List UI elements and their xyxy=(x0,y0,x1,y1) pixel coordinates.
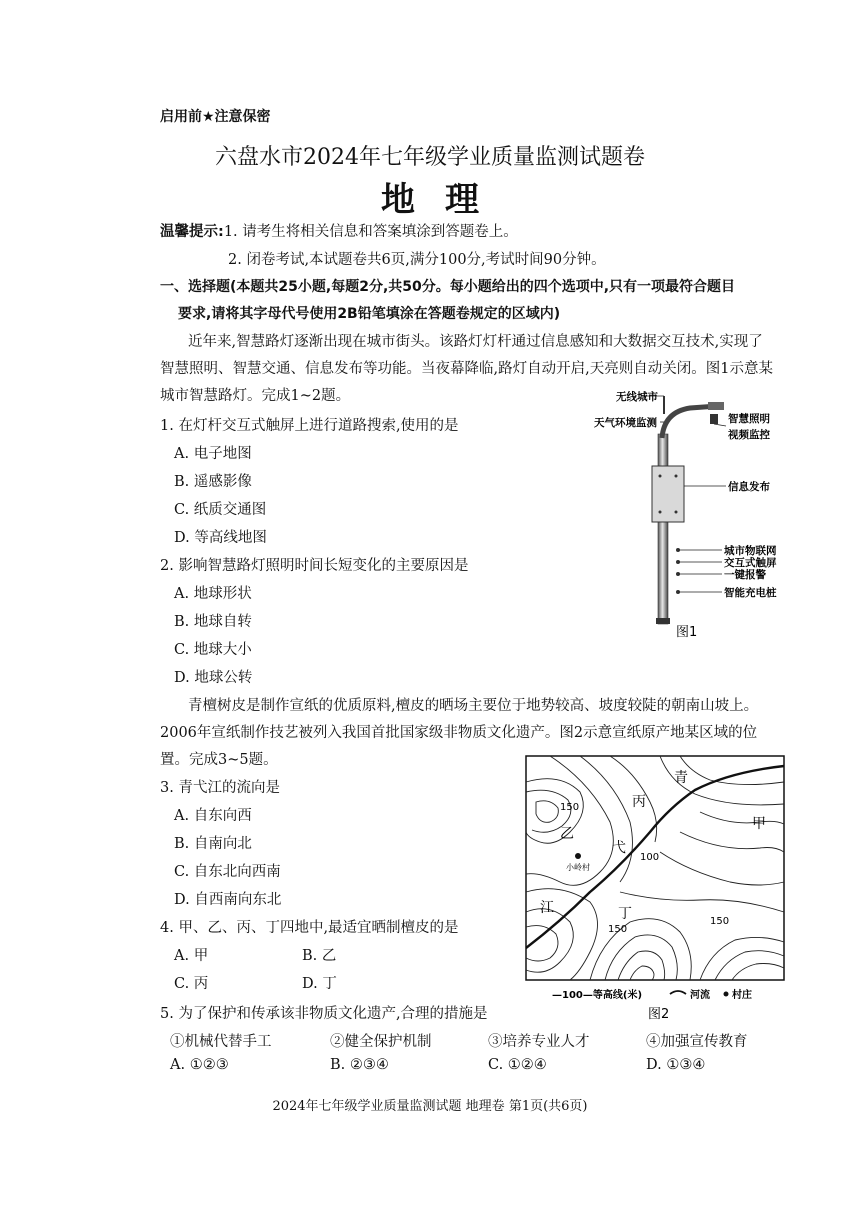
exam-title: 六盘水市2024年七年级学业质量监测试题卷 xyxy=(215,145,645,170)
lamp-head xyxy=(708,402,724,410)
q4-option-d: D. 丁 xyxy=(302,976,337,992)
passage2-line-2: 2006年宣纸制作技艺被列入我国首批国家级非物质文化遗产。图2示意宣纸原产地某区域的位 xyxy=(160,725,758,741)
q5-option-b: B. ②③④ xyxy=(330,1057,389,1073)
map-frame xyxy=(526,756,784,980)
q5-measure-1: ①机械代替手工 xyxy=(170,1034,272,1050)
figure2-caption: 图2 xyxy=(648,1007,670,1022)
q2-stem: 2. 影响智慧路灯照明时间长短变化的主要原因是 xyxy=(160,558,469,574)
q3-option-c: C. 自东北向西南 xyxy=(174,864,281,880)
q2-option-d: D. 地球公转 xyxy=(174,670,253,686)
q5-option-c: C. ①②④ xyxy=(488,1057,547,1073)
notice-label: 温馨提示: xyxy=(160,224,224,240)
notice-item-2: 2. 闭卷考试,本试题卷共6页,满分100分,考试时间90分钟。 xyxy=(228,252,606,268)
q5-measure-3: ③培养专业人才 xyxy=(488,1034,590,1050)
river-char-jiang: 江 xyxy=(540,900,554,916)
info-panel xyxy=(652,466,684,522)
passage2-line-1: 青檀树皮是制作宣纸的优质原料,檀皮的晒场主要位于地势较高、坡度较陡的朝南山坡上。 xyxy=(188,698,759,714)
label-charging-pile: 智能充电桩 xyxy=(724,587,777,599)
figure1-smart-streetlamp xyxy=(590,382,790,642)
passage1-line-2: 智慧照明、智慧交通、信息发布等功能。当夜幕降临,路灯自动开启,天亮则自动关闭。图1示意某 xyxy=(160,361,773,377)
q1-option-c: C. 纸质交通图 xyxy=(174,502,267,518)
q1-option-a: A. 电子地图 xyxy=(174,446,252,462)
figure1-caption: 图1 xyxy=(676,625,698,640)
passage2-line-3: 置。完成3~5题。 xyxy=(160,752,278,768)
label-video-surveillance: 视频监控 xyxy=(728,429,770,441)
q1-stem: 1. 在灯杆交互式触屏上进行道路搜索,使用的是 xyxy=(160,418,459,434)
place-yi: 乙 xyxy=(560,826,574,842)
q3-option-b: B. 自南向北 xyxy=(174,836,252,852)
legend-contour: —100—等高线(米) xyxy=(552,990,643,1001)
river-char-qing: 青 xyxy=(674,770,688,786)
legend-river: 河流 xyxy=(690,990,710,1001)
page-footer: 2024年七年级学业质量监测试题 地理卷 第1页(共6页) xyxy=(272,1099,588,1114)
confidential-note: 启用前★注意保密 xyxy=(160,109,271,125)
q5-stem: 5. 为了保护和传承该非物质文化遗产,合理的措施是 xyxy=(160,1006,488,1022)
lamp-base xyxy=(656,618,670,624)
q5-option-d: D. ①③④ xyxy=(646,1057,706,1073)
section-header-line-2: 要求,请将其字母代号使用2B铅笔填涂在答题卷规定的区域内) xyxy=(178,306,561,322)
label-city-iot: 城市物联网 xyxy=(724,545,777,557)
label-smart-lighting: 智慧照明 xyxy=(728,413,770,425)
q1-option-b: B. 遥感影像 xyxy=(174,474,252,490)
label-one-key-alarm: 一键报警 xyxy=(724,569,766,581)
q4-option-a: A. 甲 xyxy=(174,948,209,964)
legend-village: 村庄 xyxy=(732,990,752,1001)
contour-label-150-b: 150 xyxy=(710,916,730,927)
figure2-contour-map xyxy=(520,752,790,1024)
q3-option-a: A. 自东向西 xyxy=(174,808,252,824)
q2-option-c: C. 地球大小 xyxy=(174,642,252,658)
q4-option-c: C. 丙 xyxy=(174,976,209,992)
q1-option-d: D. 等高线地图 xyxy=(174,530,267,546)
contour-label-150-c: 150 xyxy=(608,924,628,935)
legend-village-symbol xyxy=(724,992,729,997)
label-wireless-city: 无线城市 xyxy=(616,391,658,403)
place-ding: 丁 xyxy=(618,906,632,922)
label-weather-monitoring: 天气环境监测 xyxy=(594,417,657,429)
label-touch-screen: 交互式触屏 xyxy=(724,557,777,569)
legend-river-symbol xyxy=(670,991,686,994)
passage1-line-3: 城市智慧路灯。完成1~2题。 xyxy=(160,388,351,404)
place-jia: 甲 xyxy=(752,816,766,832)
village-marker xyxy=(575,853,581,859)
subject-title: 地理 xyxy=(381,180,509,220)
contour-label-150-a: 150 xyxy=(560,802,580,813)
notice-item-1: 1. 请考生将相关信息和答案填涂到答题卷上。 xyxy=(223,224,518,240)
lamp-arm xyxy=(662,406,718,438)
place-bing: 丙 xyxy=(632,794,646,810)
river-char-yi: 弋 xyxy=(612,840,626,856)
notice-line-1 xyxy=(160,220,518,241)
contour-label-100: 100 xyxy=(640,852,660,863)
camera xyxy=(710,414,718,424)
village-name: 小岭村 xyxy=(566,863,590,872)
label-info-release: 信息发布 xyxy=(728,481,770,493)
lamp-pole xyxy=(658,434,668,624)
passage1-line-1: 近年来,智慧路灯逐渐出现在城市街头。该路灯灯杆通过信息感知和大数据交互技术,实现了 xyxy=(188,334,763,350)
q5-option-a: A. ①②③ xyxy=(170,1057,229,1073)
q5-measure-2: ②健全保护机制 xyxy=(330,1034,432,1050)
q2-option-b: B. 地球自转 xyxy=(174,614,252,630)
q3-stem: 3. 青弋江的流向是 xyxy=(160,780,280,796)
q2-option-a: A. 地球形状 xyxy=(174,586,252,602)
q4-option-b: B. 乙 xyxy=(302,948,337,964)
q3-option-d: D. 自西南向东北 xyxy=(174,892,282,908)
q4-stem: 4. 甲、乙、丙、丁四地中,最适宜晒制檀皮的是 xyxy=(160,920,459,936)
q5-measure-4: ④加强宣传教育 xyxy=(646,1034,748,1050)
section-header-line-1: 一、选择题(本题共25小题,每题2分,共50分。每小题给出的四个选项中,只有一项最符合题目 xyxy=(160,279,736,295)
